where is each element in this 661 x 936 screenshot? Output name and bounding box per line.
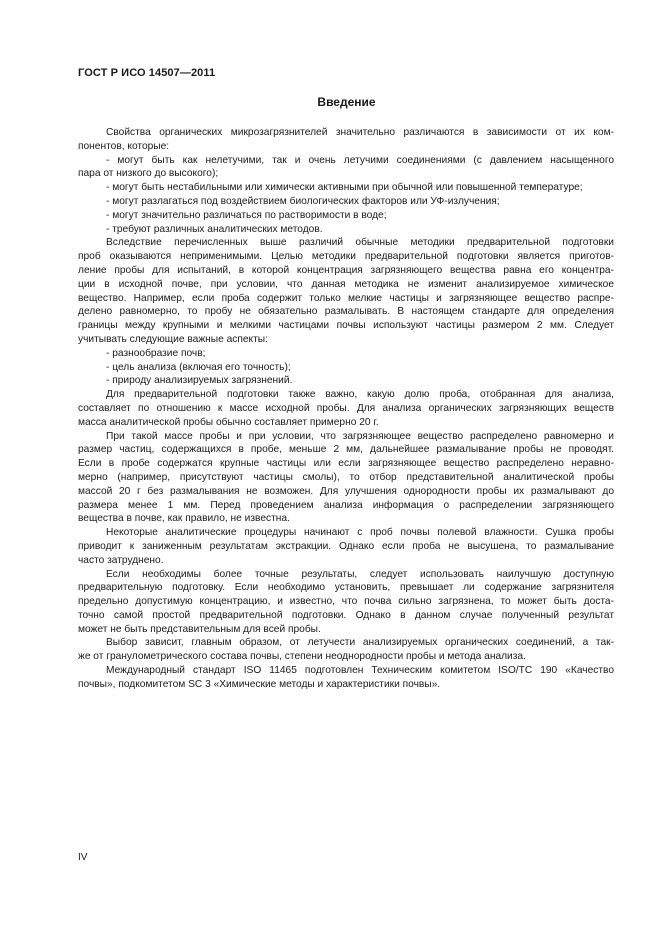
- text-line: делено равномерно, то пробу не обязательно размалывать. В настоящем стандарте для определения: [78, 306, 614, 318]
- text-line: вещество. Например, если проба содержит только мелкие частицы и загрязняющее вещество распре-: [78, 292, 614, 304]
- text-line: понентов, которые:: [78, 140, 170, 152]
- text-line: Международный стандарт ISO 11465 подготовлен Техническим комитетом ISO/TC 190 «Качество: [106, 665, 614, 677]
- text-line: проб оказываются неприменимыми. Целью методики предварительной подготовки является приготов-: [78, 251, 614, 263]
- text-line: учитывать следующие важные аспекты:: [78, 333, 268, 345]
- list-item: - могут быть как нелетучими, так и очень летучими соединениями (с давлением насыщенного: [106, 154, 614, 166]
- list-item: - могут значительно различаться по растворимости в воде;: [106, 209, 387, 221]
- text-line: Для предварительной подготовки также важно, какую долю проба, отобранная для анализа,: [106, 389, 614, 401]
- text-line: Если в пробе содержатся крупные частицы или если загрязняющее вещество распределено неравно-: [78, 458, 614, 470]
- text-line: Выбор зависит, главным образом, от летучести анализируемых органических соединений, а так-: [106, 637, 614, 649]
- text-line: массой 20 г без размалывания не возможен. Для улучшения однородности пробы их размалывают до: [78, 485, 614, 497]
- text-line: размера менее 1 мм. Перед проведением анализа информация о распределении загрязняющего: [78, 499, 614, 511]
- text-line: Вследствие перечисленных выше различий обычные методики предварительной подготовки: [106, 237, 614, 249]
- text-line: приводит к заниженным результатам экстракции. Однако если проба не высушена, то размалывание: [78, 540, 614, 552]
- text-line: пара от низкого до высокого);: [78, 168, 219, 180]
- text-line: ление пробы для испытаний, в которой концентрация загрязняющего вещества равна его концентра-: [78, 264, 614, 276]
- document-code-header: ГОСТ Р ИСО 14507—2011: [78, 67, 216, 79]
- text-line: предварительную подготовку. Если необходимо установить, превышает ли содержание загрязнителя: [78, 582, 614, 594]
- text-line: составляет по отношению к массе исходной пробы. Для анализа органических загрязняющих веществ: [78, 402, 614, 414]
- text-line: Некоторые аналитические процедуры начинают с проб почвы полевой влажности. Сушка пробы: [106, 527, 614, 539]
- text-line: размер частиц, содержащихся в пробе, меньше 2 мм, дальнейшее размалывание пробы не проводят.: [78, 444, 614, 456]
- text-line: масса аналитической пробы обычно составляет примерно 20 г.: [78, 416, 379, 428]
- text-line: почвы», подкомитетом SC 3 «Химические методы и характеристики почвы».: [78, 678, 441, 690]
- text-line: ции в исходной почве, при условии, что данная методика не изменит анализируемое химическое: [78, 278, 614, 290]
- text-line: может не быть представительным для всей пробы.: [78, 623, 321, 635]
- list-item: - могут быть нестабильными или химически активными при обычной или повышенной температуре;: [106, 182, 583, 194]
- text-line: Свойства органических микрозагрязнителей значительно различаются в зависимости от их ком-: [106, 127, 614, 138]
- text-line: точно самой простой предварительной подготовки. Однако в данном случае полученный результат: [78, 609, 614, 621]
- list-item: - требуют различных аналитических методов.: [106, 223, 323, 235]
- list-item: - могут разлагаться под воздействием биологических факторов или УФ-излучения;: [106, 195, 500, 207]
- text-line: мерно (например, присутствуют частицы смолы), то отбор представительной аналитической пробы: [78, 471, 614, 483]
- section-title: Введение: [317, 95, 376, 109]
- text-line: Если необходимы более точные результаты, следует использовать наилучшую доступную: [106, 568, 614, 580]
- text-line: вещества в почве, как правило, не известна.: [78, 513, 290, 525]
- list-item: - цель анализа (включая его точность);: [106, 361, 291, 373]
- text-line: часто затруднено.: [78, 554, 164, 566]
- body-text: [78, 126, 614, 692]
- list-item: - разнообразие почв;: [106, 347, 206, 359]
- text-line: предельно допустимую концентрацию, и известно, что почва сильно загрязнена, то может быть доста-: [78, 596, 614, 608]
- text-line: же от гранулометрического состава почвы, степени неоднородности пробы и метода анализа.: [78, 651, 526, 663]
- list-item: - природу анализируемых загрязнений.: [106, 375, 293, 387]
- text-line: границы между крупными и мелкими частицами почвы используют частицы размером 2 мм. Следует: [78, 320, 614, 332]
- page-number: IV: [78, 852, 88, 863]
- text-line: При такой массе пробы и при условии, что загрязняющее вещество распределено равномерно и: [106, 430, 614, 442]
